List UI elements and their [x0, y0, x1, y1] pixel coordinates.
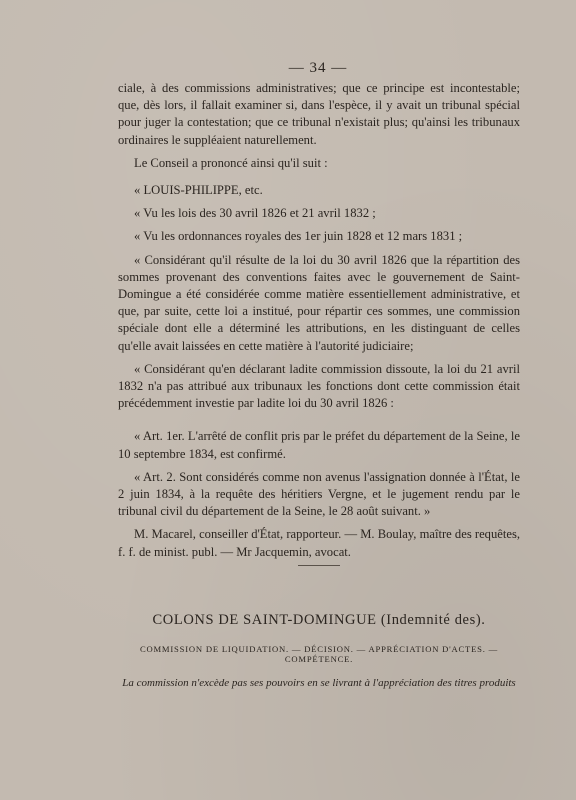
paragraph-considerant-2: « Considérant qu'en déclarant ladite commission dissoute, la loi du 21 avril 1832 n'a pas attribué aux tribunaux les fonctions dont cette commission était précédemment investie par ladite loi du 30 avril 1826 : — [118, 361, 520, 411]
section-summary: La commission n'excède pas ses pouvoirs en se livrant à l'appréciation des titres produits — [122, 677, 516, 689]
paragraph-signatories: M. Macarel, conseiller d'État, rapporteur. — M. Boulay, maître des requêtes, f. f. de minist. publ. — Mr Jacquemin, avocat. — [118, 527, 520, 559]
paragraph-continuation: ciale, à des commissions administratives; que ce principe est incontestable; que, dès lors, il fallait examiner si, dans l'espèce, il y avait un tribunal spécial pour juger la contestation; que ce tribunal n'existait plus; qu'ainsi les tribunaux ordinaires le suppléaient naturellement. — [118, 81, 520, 147]
section-subheading: COMMISSION DE LIQUIDATION. — DÉCISION. — APPRÉCIATION D'ACTES. — COMPÉTENCE. — [139, 644, 499, 664]
page-number: — 34 — — [288, 60, 348, 76]
paragraph-decision-intro: Le Conseil a prononcé ainsi qu'il suit : — [134, 155, 328, 170]
paragraph-king: « LOUIS-PHILIPPE, etc. — [134, 183, 263, 198]
paragraph-laws: « Vu les lois des 30 avril 1826 et 21 avril 1832 ; — [134, 206, 376, 221]
paragraph-considerant-1: « Considérant qu'il résulte de la loi du 30 avril 1826 que la répartition des sommes provenant des conventions faites avec le gouvernement de Saint-Domingue a été considérée comme matière essentiellement administrative, et que, par suite, cette loi a institué, pour répartir ces sommes, une commission spéciale dont elle a déterminé les attributions, en les distinguant de celles qu'elle avait laissées en cette matière à l'autorité judiciaire; — [118, 252, 520, 353]
section-divider — [298, 565, 340, 566]
body-text — [118, 80, 520, 561]
section-heading: COLONS DE SAINT-DOMINGUE (Indemnité des). — [152, 612, 486, 628]
paragraph-ordinances: « Vu les ordonnances royales des 1er juin 1828 et 12 mars 1831 ; — [134, 229, 463, 244]
paragraph-article-2: « Art. 2. Sont considérés comme non avenus l'assignation donnée à l'État, le 2 juin 1834, à la requête des héritiers Vergne, et le jugement rendu par le tribunal civil du département de la Seine, le 28 août suivant. » — [118, 469, 520, 519]
paragraph-article-1: « Art. 1er. L'arrêté de conflit pris par le préfet du département de la Seine, le 10 septembre 1834, est confirmé. — [118, 429, 520, 461]
